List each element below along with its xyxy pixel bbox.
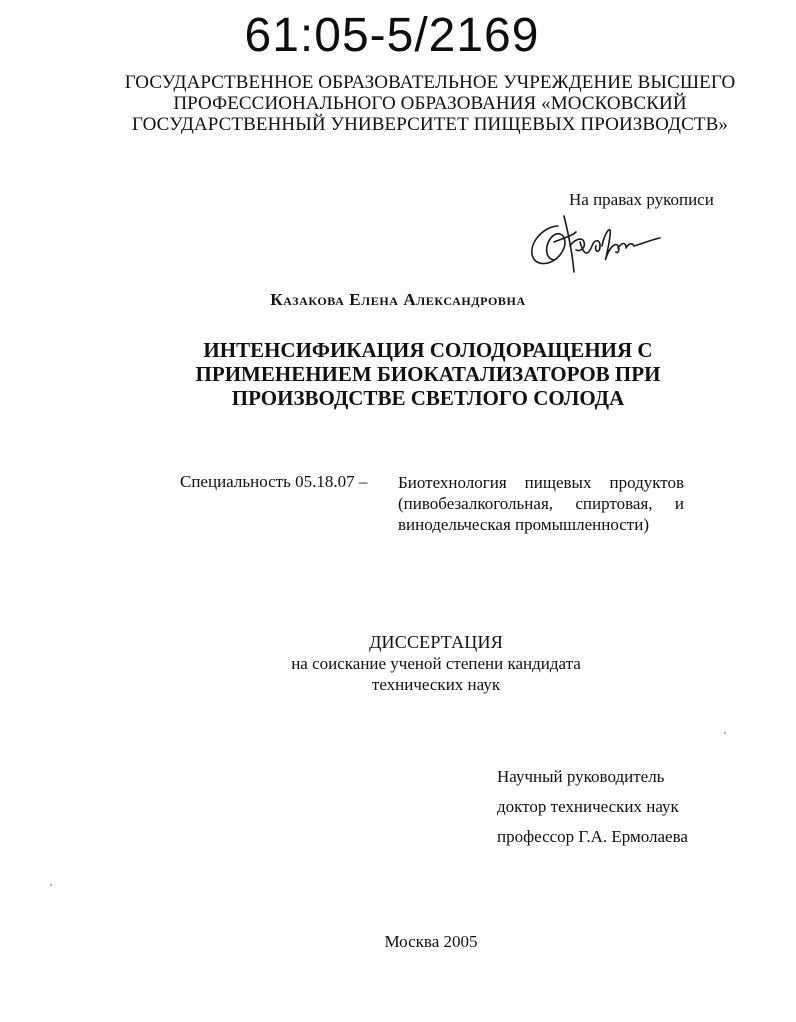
scan-speck [724,732,726,734]
specialty-line: (пивобезалкогольная, спиртовая, и [398,494,684,513]
dissertation-title [0,338,796,410]
dissertation-line: на соискание ученой степени кандидата [291,654,581,673]
dissertation-heading: ДИССЕРТАЦИЯ [369,632,503,652]
institution-line: ПРОФЕССИОНАЛЬНОГО ОБРАЗОВАНИЯ «МОСКОВСКИЙ [173,93,687,114]
specialty-label: Специальность 05.18.07 – [180,472,368,491]
institution-line: ГОСУДАРСТВЕННОЕ ОБРАЗОВАТЕЛЬНОЕ УЧРЕЖДЕНИЕ ВЫСШЕГО [124,72,736,93]
supervisor-block [497,762,688,852]
title-line: ПРОИЗВОДСТВЕ СВЕТЛОГО СОЛОДА [231,386,625,410]
supervisor-line: профессор Г.А. Ермолаева [497,827,688,846]
supervisor-line: доктор технических наук [497,797,679,816]
institution-name [60,72,796,135]
scan-speck [50,884,52,886]
supervisor-line: Научный руководитель [497,767,665,786]
catalog-code: 61:05-5/2169 [244,9,540,62]
author-name: Казакова Елена Александровна [270,290,526,309]
specialty-description [398,472,684,535]
dissertation-line: технических наук [371,675,501,694]
city-year: Москва 2005 [384,932,478,951]
manuscript-note: На правах рукописи [569,190,714,209]
title-line: ИНТЕНСИФИКАЦИЯ СОЛОДОРАЩЕНИЯ С [203,338,653,362]
signature-icon [524,212,664,274]
specialty-line: винодельческая промышленности) [398,515,649,534]
dissertation-block [0,632,796,695]
title-line: ПРИМЕНЕНИЕМ БИОКАТАЛИЗАТОРОВ ПРИ [195,362,661,386]
specialty-line: Биотехнология пищевых продуктов [398,473,684,492]
institution-line: ГОСУДАРСТВЕННЫЙ УНИВЕРСИТЕТ ПИЩЕВЫХ ПРОИЗВОДСТВ» [132,114,728,135]
